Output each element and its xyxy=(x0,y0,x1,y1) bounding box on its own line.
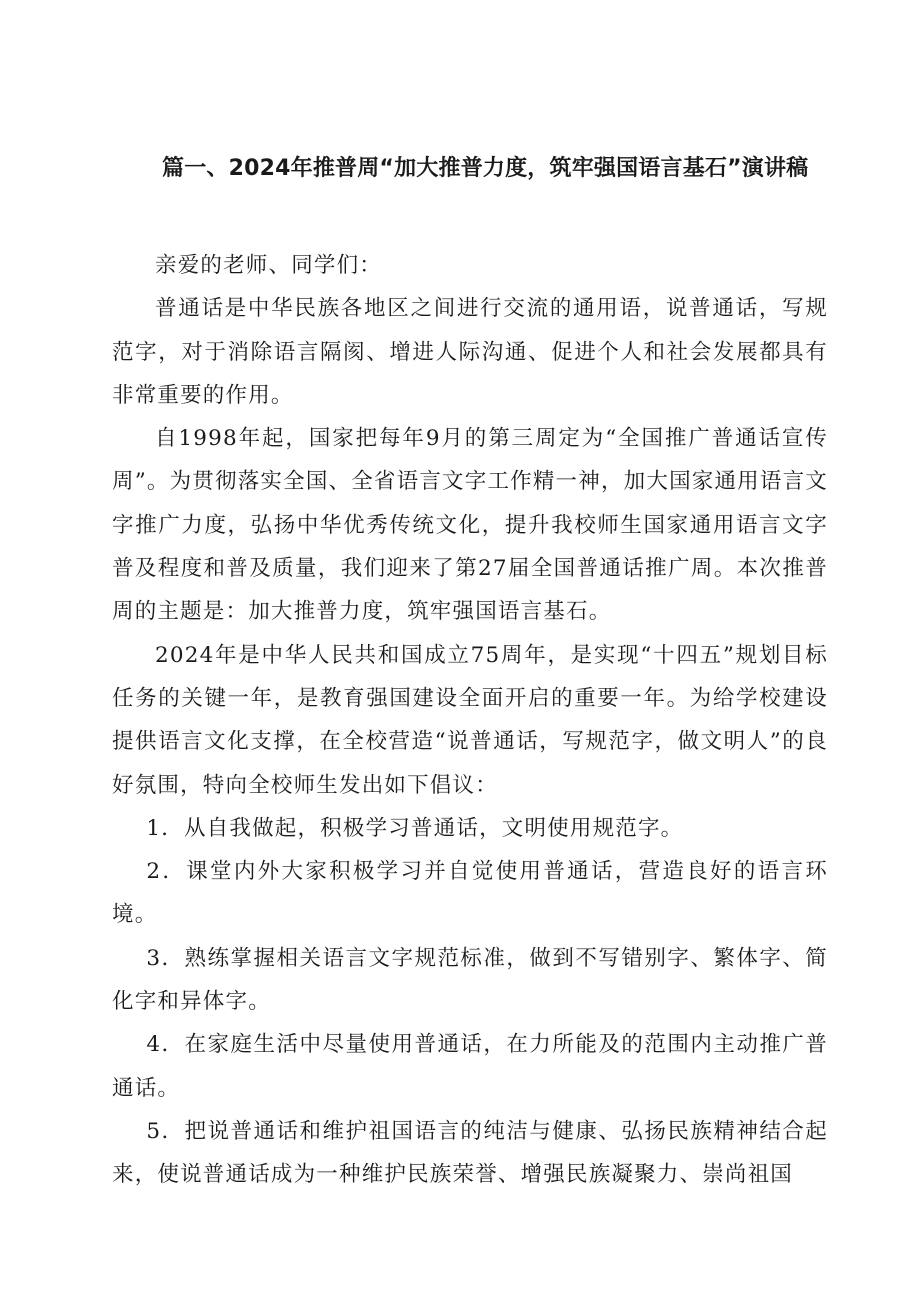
proposal-item: 3．熟练掌握相关语言文字规范标准，做到不写错别字、繁体字、简化字和异体字。 xyxy=(112,945,828,1015)
document-title: 篇一、2024年推普周“加大推普力度，筑牢强国语言基石”演讲稿 xyxy=(162,156,809,181)
salutation: 亲爱的老师、同学们： xyxy=(155,253,383,278)
paragraph: 普通话是中华民族各地区之间进行交流的通用语，说普通话，写规范字，对于消除语言隔阂、增进人际沟通、促进个人和社会发展都具有非常重要的作用。 xyxy=(112,296,828,408)
paragraph: 自1998年起，国家把每年9月的第三周定为“全国推广普通话宣传周”。为贯彻落实全国、全省语言文字工作精一神，加大国家通用语言文字推广力度，弘扬中华优秀传统文化，提升我校师生国家通用语言文字普及程度和普及质量，我们迎来了第27届全国普通话推广周。本次推普周的主题是：加大推普力度，筑牢强国语言基石。 xyxy=(112,426,828,625)
proposal-item: 1．从自我做起，积极学习普通话，文明使用规范字。 xyxy=(146,815,684,841)
proposal-item: 4．在家庭生活中尽量使用普通话，在力所能及的范围内主动推广普通话。 xyxy=(112,1032,828,1101)
proposal-item: 5．把说普通话和维护祖国语言的纯洁与健康、弘扬民族精神结合起来，使说普通话成为一种维护民族荣誉、增强民族凝聚力、崇尚祖国 xyxy=(112,1118,828,1188)
document-body xyxy=(112,244,828,1197)
paragraph: 2024年是中华人民共和国成立75周年，是实现“十四五”规划目标任务的关键一年，是教育强国建设全面开启的重要一年。为给学校建设提供语言文化支撑，在全校营造“说普通话，写规范字，做文明人”的良好氛围，特向全校师生发出如下倡议： xyxy=(112,642,828,798)
proposal-item: 2．课堂内外大家积极学习并自觉使用普通话，营造良好的语言环境。 xyxy=(112,859,828,928)
